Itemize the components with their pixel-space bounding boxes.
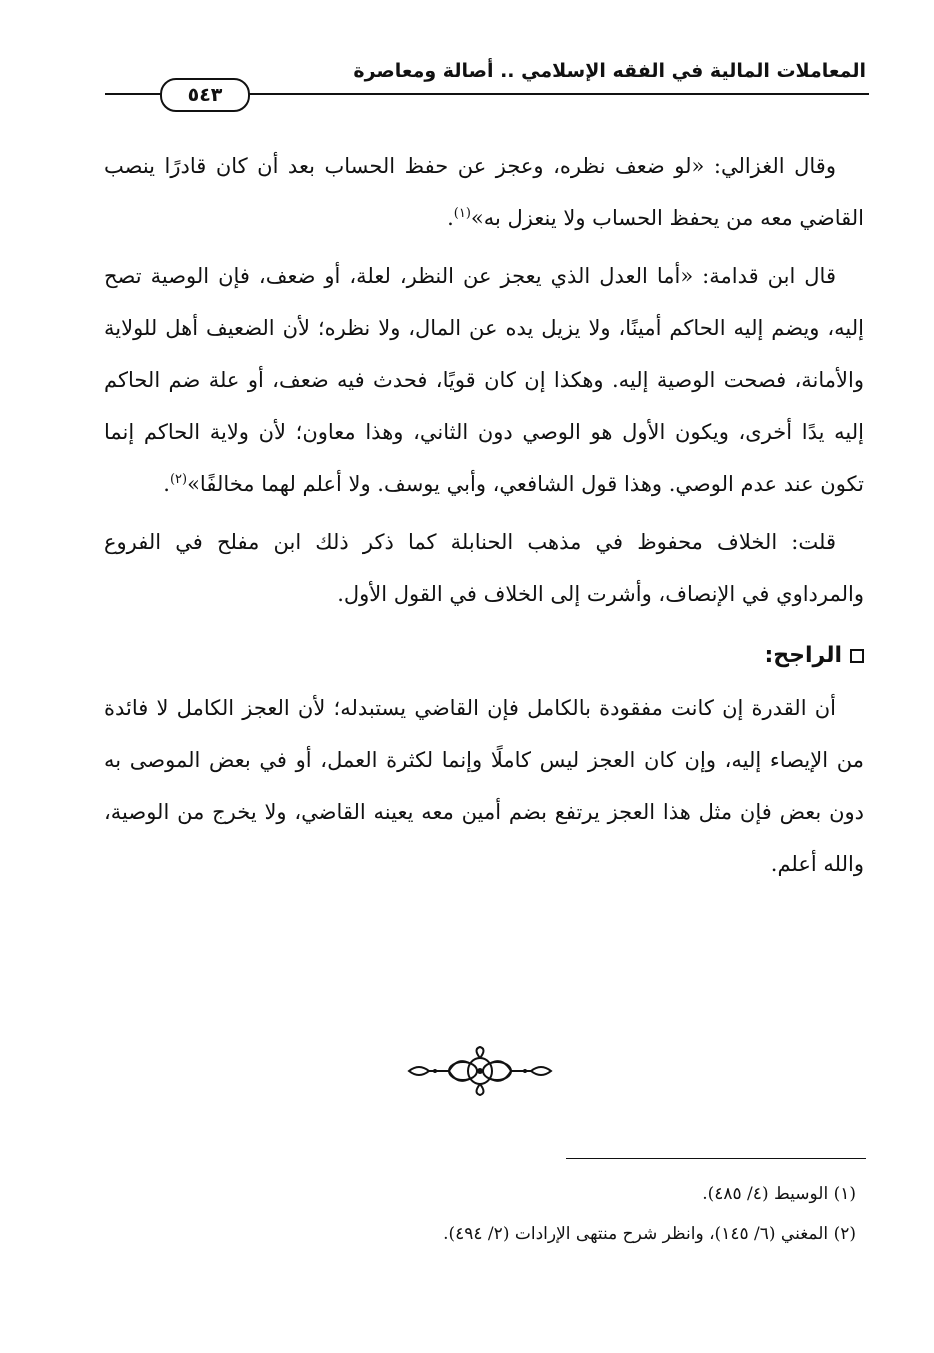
page-number-badge: ٥٤٣ <box>160 78 250 112</box>
footnote-separator <box>566 1158 866 1159</box>
footnote-ref-1[interactable]: (١) <box>453 206 471 221</box>
footnote-1: (١) الوسيط (٤/ ٤٨٥). <box>702 1184 856 1204</box>
decorative-ornament-icon <box>405 1045 555 1097</box>
square-bullet-icon <box>850 649 864 663</box>
footnotes <box>156 1174 856 1254</box>
paragraph-author-note: قلت: الخلاف محفوظ في مذهب الحنابلة كما ذكر ذلك ابن مفلح في الفروع والمرداوي في الإنصاف، وأشرت إلى الخلاف في القول الأول. <box>104 530 864 606</box>
paragraph-ghazali-quote: وقال الغزالي: «لو ضعف نظره، وعجز عن حفظ الحساب بعد أن كان قادرًا ينصب القاضي معه من يحفظ الحساب ولا ينعزل به»$^{(١)}$. <box>104 154 864 230</box>
main-text <box>104 140 864 890</box>
paragraph-ibn-qudama-quote: قال ابن قدامة: «أما العدل الذي يعجز عن النظر، لعلة، أو ضعف، فإن الوصية تصح إليه، ويضم إليه الحاكم أمينًا، ولا يزيل يده عن المال، ولا نظره؛ لأن الضعيف أهل للولاية والأمانة، فصحت الوصية إليه. وهكذا إن كان قويًا، فحدث فيه ضعف، أو علة ضم الحاكم إليه يدًا أخرى، ويكون الأول هو الوصي دون الثاني، وهذا معاون؛ لأن ولاية الحاكم إنما تكون عند عدم الوصي. وهذا قول الشافعي، وأبي يوسف. ولا أعلم لهما مخالفًا»$^{(٢)}$. <box>104 264 864 496</box>
running-header-title: المعاملات المالية في الفقه الإسلامي .. أصالة ومعاصرة <box>353 60 866 82</box>
footnote-2: (٢) المغني (٦/ ١٤٥)، وانظر شرح منتهى الإرادات (٢/ ٤٩٤). <box>443 1224 856 1244</box>
section-heading-preponderant: الراجح: <box>104 630 864 682</box>
paragraph-conclusion: أن القدرة إن كانت مفقودة بالكامل فإن القاضي يستبدله؛ لأن العجز الكامل لا فائدة من الإيصاء إليه، وإن كان العجز ليس كاملًا وإنما لكثرة العمل، أو في بعض الموصى به دون بعض فإن مثل هذا العجز يرتفع بضم أمين معه يعينه القاضي، ولا يخرج من الوصية، والله أعلم. <box>104 696 864 876</box>
footnote-ref-2[interactable]: (٢) <box>169 472 188 487</box>
